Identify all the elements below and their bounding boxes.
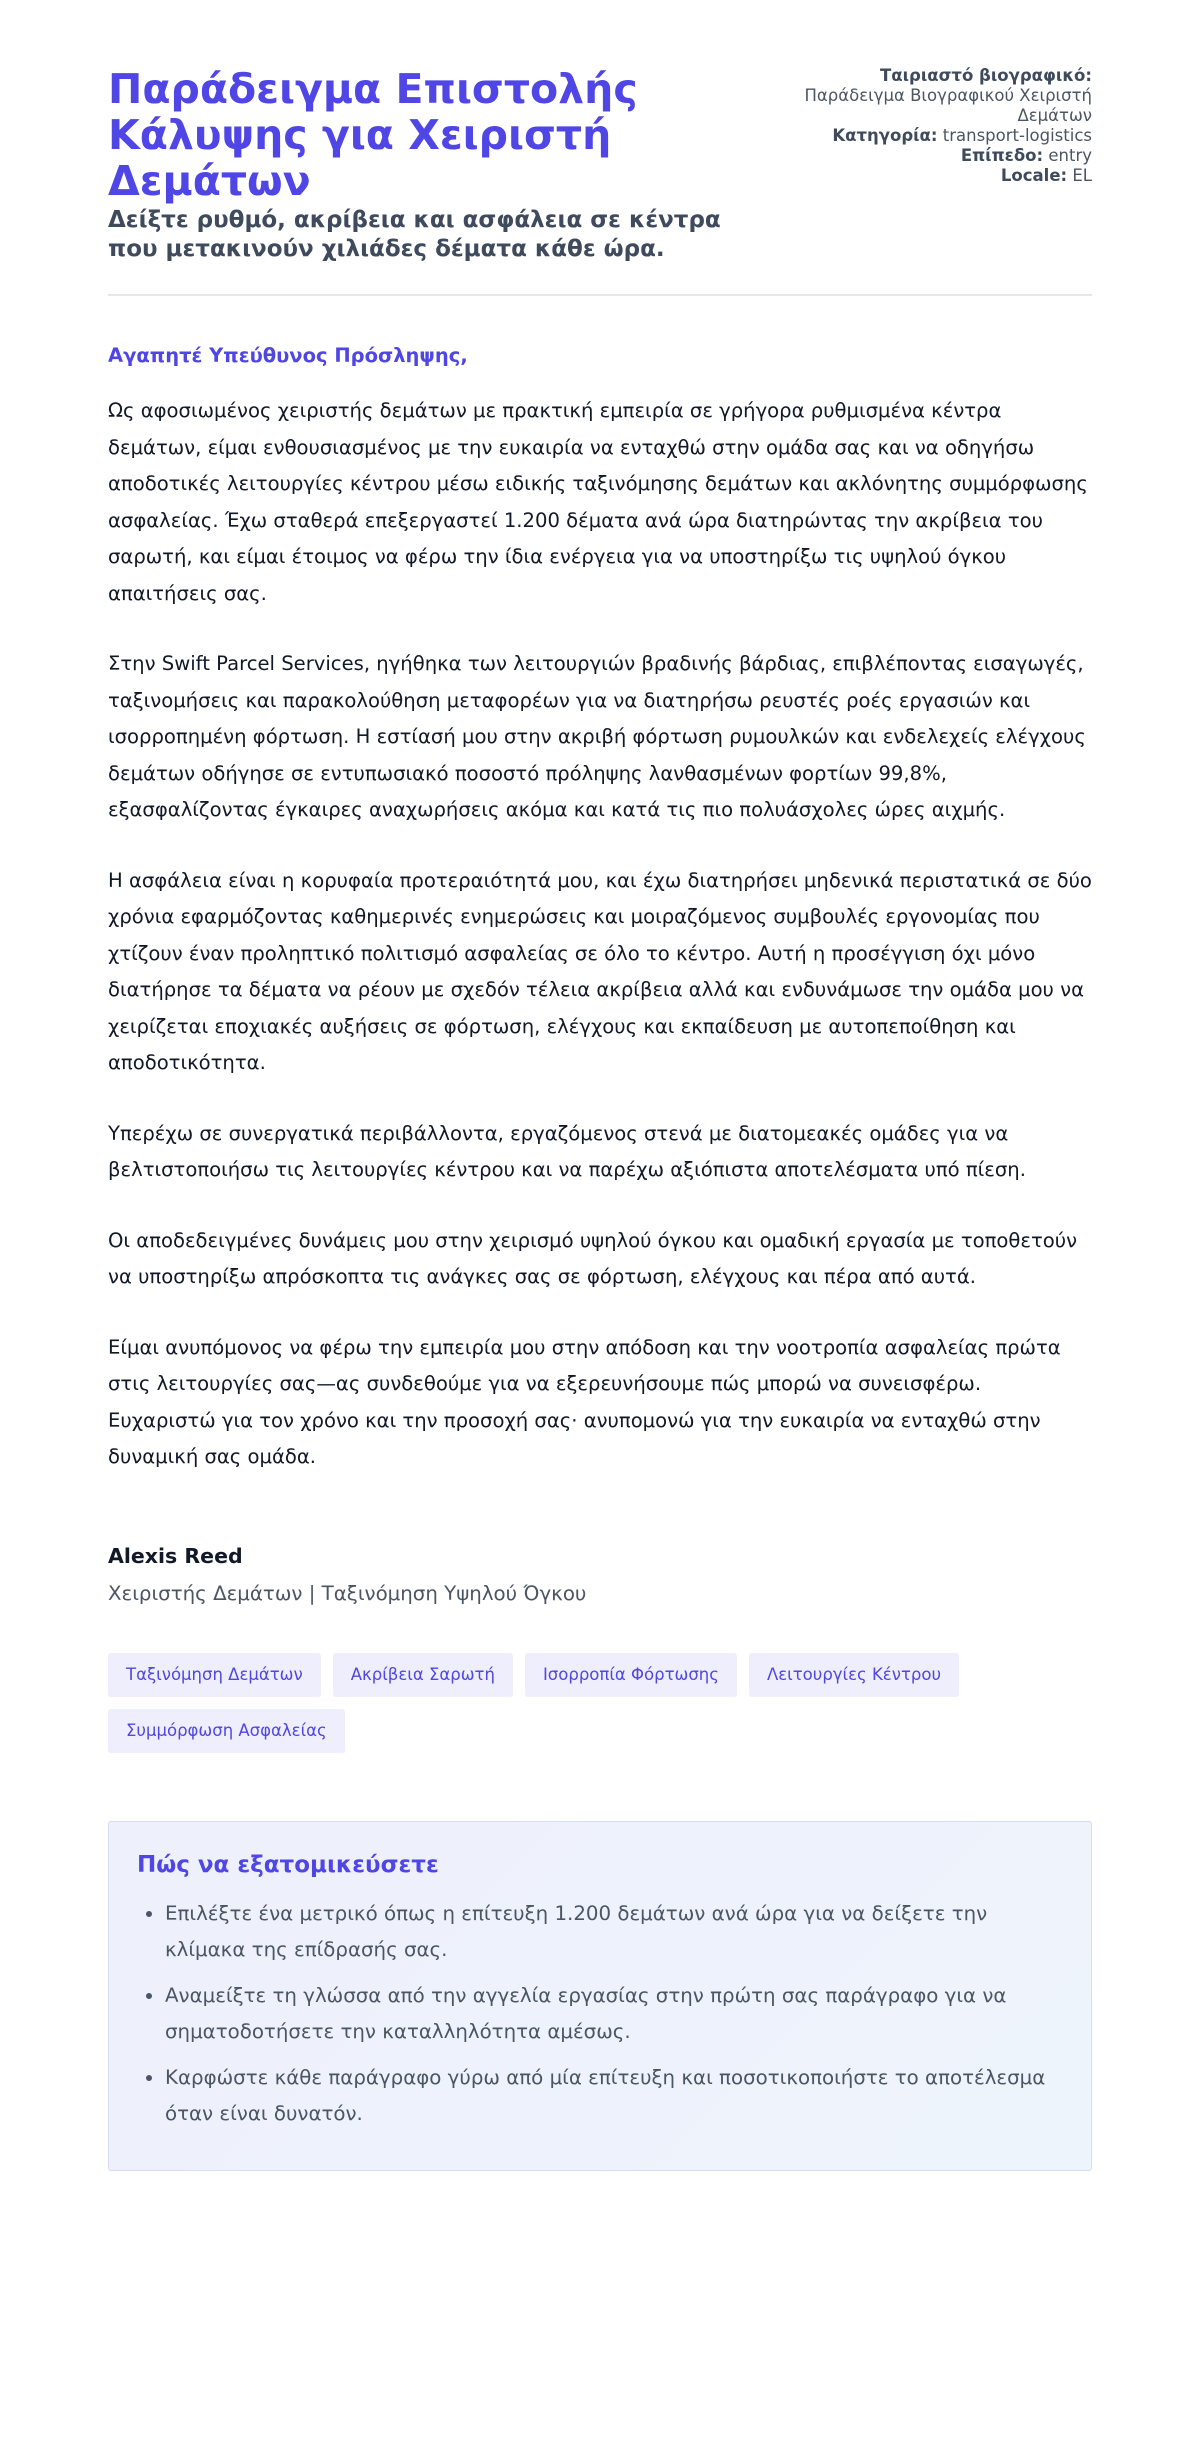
meta-level [764, 146, 1092, 166]
tip-item: • Καρφώστε κάθε παράγραφο γύρω από μία επίτευξη και ποσοτικοποιήστε το αποτέλεσμα όταν είναι δυνατόν. [165, 2060, 1063, 2132]
letter-paragraph: Η ασφάλεια είναι η κορυφαία προτεραιότητά μου, και έχω διατηρήσει μηδενικά περιστατικά σε δύο χρόνια εφαρμόζοντας καθημερινές ενημερώσεις και μοιραζόμενος συμβουλές εργονομίας που χτίζουν έναν προληπτικό πολιτισμό ασφαλείας σε όλο το κέντρο. Αυτή η προσέγγιση όχι μόνο διατήρησε τα δέματα να ρέουν με σχεδόν τέλεια ακρίβεια αλλά και ενδυνάμωσε την ομάδα μου να χειρίζεται εποχιακές αυξήσεις σε φόρτωση, ελέγχους και εκπαίδευση με αυτοπεποίθηση και αποδοτικότητα. [108, 868, 1092, 1074]
meta-category [764, 126, 1092, 146]
customization-tips [108, 1821, 1092, 2171]
skill-tags [108, 1653, 1108, 1753]
letter-paragraph: Οι αποδεδειγμένες δυνάμεις μου στην χειρισμό υψηλού όγκου και ομαδική εργασία με τοποθετούν να υποστηρίξω απρόσκοπτα τις ανάγκες σας σε φόρτωση, ελέγχους και πέρα από αυτά. [108, 1228, 1078, 1288]
signature-name: Alexis Reed [108, 1543, 243, 1568]
meta-level-value: entry [1048, 146, 1092, 165]
tip-item: • Αναμείξτε τη γλώσσα από την αγγελία εργασίας στην πρώτη σας παράγραφο για να σηματοδοτήσετε την καταλληλότητα αμέσως. [165, 1978, 1063, 2050]
tip-item: • Επιλέξτε ένα μετρικό όπως η επίτευξη 1.200 δεμάτων ανά ώρα για να δείξετε την κλίμακα της επίδρασής σας. [165, 1896, 1063, 1968]
page-header [108, 66, 1092, 264]
skill-tag: Ισορροπία Φόρτωσης [525, 1653, 737, 1697]
meta-locale-label: Locale: [1000, 166, 1068, 185]
meta-locale-value: EL [1072, 166, 1092, 185]
meta-category-value: transport-logistics [942, 126, 1092, 145]
tips-title: Πώς να εξατομικεύσετε [137, 1851, 439, 1878]
meta-category-label: Κατηγορία: [832, 126, 938, 145]
salutation: Αγαπητέ Υπεύθυνος Πρόσληψης, [108, 344, 468, 367]
meta-level-label: Επίπεδο: [960, 146, 1044, 165]
meta-resume [764, 66, 1092, 126]
letter-paragraph: Στην Swift Parcel Services, ηγήθηκα των λειτουργιών βραδινής βάρδιας, επιβλέποντας εισαγωγές, ταξινομήσεις και παρακολούθηση μεταφορέων για να διατηρήσω ρευστές ροές εργασιών και ισορροπημένη φόρτωση. Η εστίασή μου στην ακριβή φόρτωση ρυμουλκών και ενδελεχείς ελέγχους δεμάτων οδήγησε σε εντυπωσιακό ποσοστό πρόληψης λανθασμένων φορτίων 99,8%, εξασφαλίζοντας έγκαιρες αναχωρήσεις ακόμα και κατά τις πιο πολυάσχολες ώρες αιχμής. [108, 652, 1086, 821]
meta-panel [764, 66, 1092, 186]
meta-locale [764, 166, 1092, 186]
signature-role: Χειριστής Δεμάτων | Ταξινόμηση Υψηλού Όγκου [108, 1581, 587, 1605]
skill-tag: Συμμόρφωση Ασφαλείας [108, 1709, 345, 1753]
page-subtitle: Δείξτε ρυθμό, ακρίβεια και ασφάλεια σε κέντρα που μετακινούν χιλιάδες δέματα κάθε ώρα. [108, 207, 721, 262]
header-left [108, 66, 764, 264]
skill-tag: Ακρίβεια Σαρωτή [333, 1653, 513, 1697]
skill-tag: Ταξινόμηση Δεμάτων [108, 1653, 321, 1697]
tips-list [137, 1896, 1063, 2132]
letter-paragraph: Υπερέχω σε συνεργατικά περιβάλλοντα, εργαζόμενος στενά με διατομεακές ομάδες για να βελτιστοποιήσω τις λειτουργίες κέντρου και να παρέχω αξιόπιστα αποτελέσματα υπό πίεση. [108, 1121, 1026, 1181]
letter-body [108, 344, 1092, 1605]
letter-paragraph: Ως αφοσιωμένος χειριστής δεμάτων με πρακτική εμπειρία σε γρήγορα ρυθμισμένα κέντρα δεμάτων, είμαι ενθουσιασμένος με την ευκαιρία να ενταχθώ στην ομάδα σας και να οδηγήσω αποδοτικές λειτουργίες κέντρου μέσω ειδικής ταξινόμησης δεμάτων και ακλόνητης συμμόρφωσης ασφαλείας. Έχω σταθερά επεξεργαστεί 1.200 δέματα ανά ώρα διατηρώντας την ακρίβεια του σαρωτή, και είμαι έτοιμος να φέρω την ίδια ενέργεια για να υποστηρίξω τις υψηλού όγκου απαιτήσεις σας. [108, 399, 1088, 605]
meta-resume-link[interactable]: Παράδειγμα Βιογραφικού Χειριστή Δεμάτων [804, 86, 1092, 125]
page-title: Παράδειγμα Επιστολής Κάλυψης για Χειριστή Δεμάτων [108, 65, 638, 205]
skill-tag: Λειτουργίες Κέντρου [749, 1653, 959, 1697]
meta-resume-label: Ταιριαστό βιογραφικό: [879, 66, 1092, 85]
header-divider [108, 294, 1092, 296]
letter-paragraph: Είμαι ανυπόμονος να φέρω την εμπειρία μου στην απόδοση και την νοοτροπία ασφαλείας πρώτα στις λειτουργίες σας—ας συνδεθούμε για να εξερευνήσουμε πώς μπορώ να συνεισφέρω. Ευχαριστώ για τον χρόνο και την προσοχή σας· ανυπομονώ για την ευκαιρία να ενταχθώ στην δυναμική σας ομάδα. [108, 1335, 1061, 1468]
